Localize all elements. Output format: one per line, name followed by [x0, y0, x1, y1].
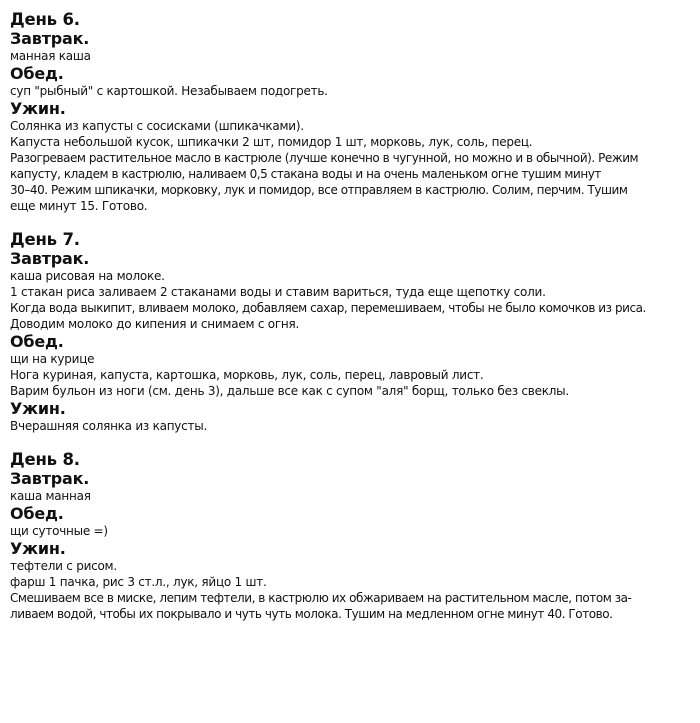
text-line: еще минут 15. Готово. [10, 199, 148, 213]
meal-lunch [10, 65, 694, 99]
text-line: капусту, кладем в кастрюлю, наливаем 0,5 стакана воды и на очень маленьком огне тушим минут [10, 167, 601, 181]
text-line: 1 стакан риса заливаем 2 стаканами воды и ставим вариться, туда еще щепотку соли. [10, 285, 546, 299]
meal-title: Ужин. [10, 539, 66, 558]
meal-title: Обед. [10, 64, 64, 83]
text-line: щи суточные =) [10, 524, 108, 538]
text-line: тефтели с рисом. [10, 559, 117, 573]
meal-breakfast [10, 250, 694, 332]
day-7-section [10, 230, 694, 434]
meal-title: Завтрак. [10, 469, 90, 488]
text-line: Разогреваем растительное масло в кастрюле (лучше конечно в чугунной, но можно и в обычной). Режим [10, 151, 639, 165]
text-line: Вчерашняя солянка из капусты. [10, 419, 208, 433]
day-title: День 6. [10, 10, 80, 29]
meal-breakfast [10, 470, 694, 504]
day-6-section [10, 10, 694, 214]
text-line: Солянка из капусты с сосисками (шпикачками). [10, 119, 304, 133]
meal-title: Обед. [10, 332, 64, 351]
meal-breakfast [10, 30, 694, 64]
text-line: Варим бульон из ноги (см. день 3), дальше все как с супом "аля" борщ, только без свеклы. [10, 384, 569, 398]
meal-dinner [10, 540, 694, 622]
meal-title: Завтрак. [10, 249, 90, 268]
text-line: Капуста небольшой кусок, шпикачки 2 шт, помидор 1 шт, морковь, лук, соль, перец. [10, 135, 533, 149]
text-line: ливаем водой, чтобы их покрывало и чуть чуть молока. Тушим на медленном огне минут 40. Готово. [10, 607, 613, 621]
meal-title: Ужин. [10, 99, 66, 118]
meal-title: Завтрак. [10, 29, 90, 48]
recipe-document [10, 10, 694, 622]
meal-title: Обед. [10, 504, 64, 523]
text-line: каша рисовая на молоке. [10, 269, 165, 283]
text-line: манная каша [10, 49, 91, 63]
meal-lunch [10, 505, 694, 539]
meal-dinner [10, 400, 694, 434]
text-line: щи на курице [10, 352, 95, 366]
text-line: Смешиваем все в миске, лепим тефтели, в кастрюлю их обжариваем на растительном масле, потом за- [10, 591, 632, 605]
day-title: День 7. [10, 230, 80, 249]
meal-lunch [10, 333, 694, 399]
text-line: Нога куриная, капуста, картошка, морковь, лук, соль, перец, лавровый лист. [10, 368, 484, 382]
text-line: фарш 1 пачка, рис 3 ст.л., лук, яйцо 1 шт. [10, 575, 267, 589]
day-8-section [10, 450, 694, 622]
text-line: 30–40. Режим шпикачки, морковку, лук и помидор, все отправляем в кастрюлю. Солим, перчим. Тушим [10, 183, 628, 197]
day-title: День 8. [10, 450, 80, 469]
text-line: Доводим молоко до кипения и снимаем с огня. [10, 317, 300, 331]
text-line: суп "рыбный" с картошкой. Незабываем подогреть. [10, 84, 328, 98]
text-line: каша манная [10, 489, 91, 503]
meal-dinner [10, 100, 694, 214]
text-line: Когда вода выкипит, вливаем молоко, добавляем сахар, перемешиваем, чтобы не было комочков из риса. [10, 301, 646, 315]
meal-title: Ужин. [10, 399, 66, 418]
